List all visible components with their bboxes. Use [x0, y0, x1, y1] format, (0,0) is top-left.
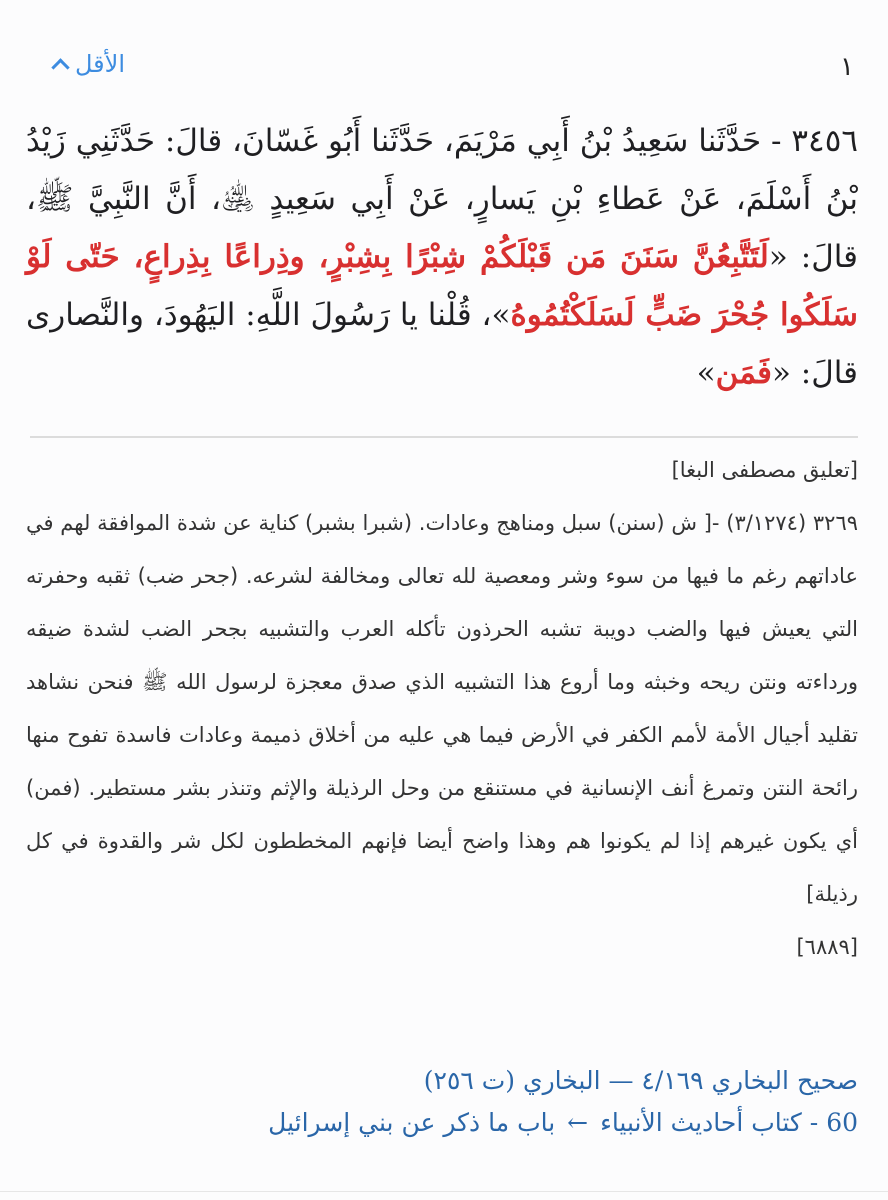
hadith-isnad: ٣٤٥٦ - حَدَّثَنا سَعِيدُ بْنُ أَبِي مَرْيَمَ، حَدَّثَنا أَبُو غَسّانَ، قالَ: حَدَّثَنِي زَيْدُ بْنُ أَسْلَمَ، عَنْ عَطاءِ بْنِ يَسارٍ، عَنْ أَبِي سَعِيدٍ ﵁، أَنَّ النَّبِيَّ ﷺ، قالَ: «	[26, 123, 858, 275]
companions-question: »، قُلْنا يا رَسُولَ اللَّهِ: اليَهُودَ، والنَّصارى قالَ: «	[26, 297, 858, 391]
source-chapter-breadcrumb[interactable]	[26, 1102, 858, 1144]
show-less-button[interactable]	[54, 50, 125, 78]
prophet-saying: لَتَتَّبِعُنَّ سَنَنَ مَن قَبْلَكُمْ شِبْرًا بِشِبْرٍ، وذِراعًا بِذِراعٍ، حَتّى لَوْ سَلَكُوا جُحْرَ ضَبٍّ لَسَلَكْتُمُوهُ	[26, 239, 858, 333]
prophet-answer: فَمَن	[715, 355, 772, 391]
chevron-up-icon	[51, 58, 69, 76]
arrow-left-icon: ←	[567, 1108, 589, 1137]
closing-quote: »	[696, 355, 716, 391]
source-section	[26, 1060, 858, 1144]
commentary-heading: [تعليق مصطفى البغا]	[671, 458, 858, 482]
commentary-reference: [٦٨٨٩]	[796, 935, 858, 959]
section-divider	[30, 436, 858, 438]
bottom-divider	[0, 1191, 888, 1192]
source-book-link[interactable]: صحيح البخاري ٤/١٦٩ — البخاري (ت ٢٥٦)	[423, 1066, 858, 1095]
commentary-body: ٣٢٦٩ (٣/١٢٧٤) -[ ش (سنن) سبل ومناهج وعادات. (شبرا بشبر) كناية عن شدة الموافقة لهم في عاداتهم رغم ما فيها من سوء وشر ومعصية لله تعالى ومخالفة لشرعه. (جحر ضب) ثقبه وحفرته التي يعيش فيها والضب دويبة تشبه الحرذون تأكله العرب والتشبيه بجحر الضب لشدة ضيقه ورداءته ونتن ريحه وخبثه وما أروع هذا التشبيه الذي صدق معجزة لرسول الله ﷺ فنحن نشاهد تقليد أجيال الأمة لأمم الكفر في الأرض فيما هي عليه من أخلاق ذميمة وعادات فاسدة تفوح منها رائحة النتن وتمرغ أنف الإنسانية في مستنقع من وحل الرذيلة والإثم وتنذر بشر مستطير. (فمن) أي يكون غيرهم إذا لم يكونوا هم وهذا واضح أيضا فإنهم المخططون لكل شر والقدوة في كل رذيلة]	[26, 511, 859, 906]
hadith-counter: ١	[840, 52, 854, 82]
hadith-text	[26, 112, 858, 402]
show-less-label: الأقل	[75, 50, 126, 78]
header-row	[54, 50, 854, 98]
breadcrumb-book[interactable]: 60 - كتاب أحاديث الأنبياء	[600, 1108, 858, 1137]
breadcrumb-chapter[interactable]: باب ما ذكر عن بني إسرائيل	[268, 1108, 556, 1137]
commentary-section	[26, 444, 858, 974]
